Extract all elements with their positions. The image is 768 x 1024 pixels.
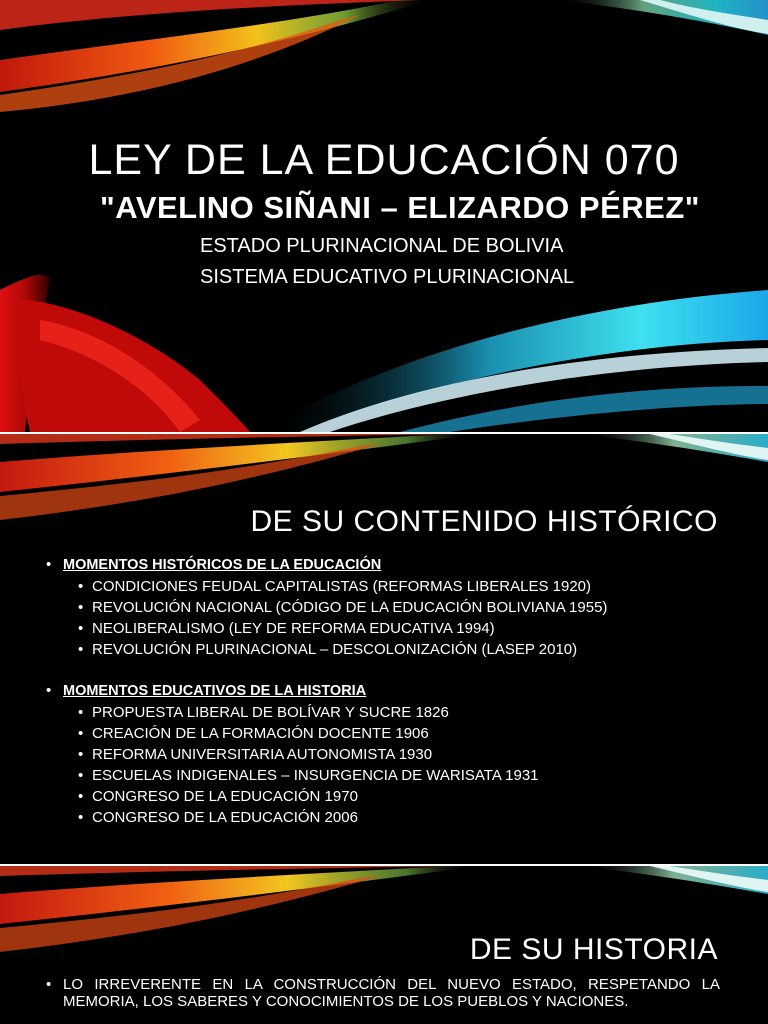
title-slide [0, 0, 768, 432]
list-item [44, 554, 744, 576]
content-slide [0, 434, 768, 864]
group-label: MOMENTOS EDUCATIVOS DE LA HISTORIA [63, 683, 367, 699]
slide-title: LEY DE LA EDUCACIÓN 070 [88, 136, 680, 184]
list-item: • REFORMA UNIVERSITARIA AUTONOMISTA 1930 [44, 744, 744, 765]
list-item: • PROPUESTA LIBERAL DE BOLÍVAR Y SUCRE 1826 [44, 702, 744, 723]
list-item: • ESCUELAS INDIGENALES – INSURGENCIA DE WARISATA 1931 [44, 765, 744, 786]
slide-heading: DE SU HISTORIA [469, 933, 718, 966]
list-item: • CONGRESO DE LA EDUCACIÓN 2006 [44, 807, 744, 828]
list-item [44, 680, 744, 702]
list-item: • REVOLUCIÓN PLURINACIONAL – DESCOLONIZACIÓN (LASEP 2010) [44, 639, 744, 660]
list-item: • NEOLIBERALISMO (LEY DE REFORMA EDUCATIVA 1994) [44, 618, 744, 639]
list-item: • CONGRESO DE LA EDUCACIÓN 1970 [44, 786, 744, 807]
group-label: MOMENTOS HISTÓRICOS DE LA EDUCACIÓN [63, 557, 382, 573]
bullet-marker: • [46, 976, 52, 993]
subtitle-line-1: ESTADO PLURINACIONAL DE BOLIVIA [200, 235, 564, 257]
content-slide [0, 866, 768, 1024]
bullet-list [44, 554, 744, 828]
slide-heading: DE SU CONTENIDO HISTÓRICO [250, 505, 718, 538]
list-item: • CONDICIONES FEUDAL CAPITALISTAS (REFORMAS LIBERALES 1920) [44, 576, 744, 597]
list-spacer [44, 660, 744, 680]
slide-subtitle: "AVELINO SIÑANI – ELIZARDO PÉREZ" [100, 190, 700, 225]
subtitle-line-2: SISTEMA EDUCATIVO PLURINACIONAL [200, 266, 575, 288]
list-item: • CREACIÓN DE LA FORMACIÓN DOCENTE 1906 [44, 723, 744, 744]
list-item: • REVOLUCIÓN NACIONAL (CÓDIGO DE LA EDUCACIÓN BOLIVIANA 1955) [44, 597, 744, 618]
paragraph [44, 976, 720, 1010]
paragraph-text: LO IRREVERENTE EN LA CONSTRUCCIÓN DEL NUEVO ESTADO, RESPETANDO LA MEMORIA, LOS SABERES Y CONOCIMIENTOS DE LOS PUEBLOS Y NACIONES. [63, 976, 720, 1010]
